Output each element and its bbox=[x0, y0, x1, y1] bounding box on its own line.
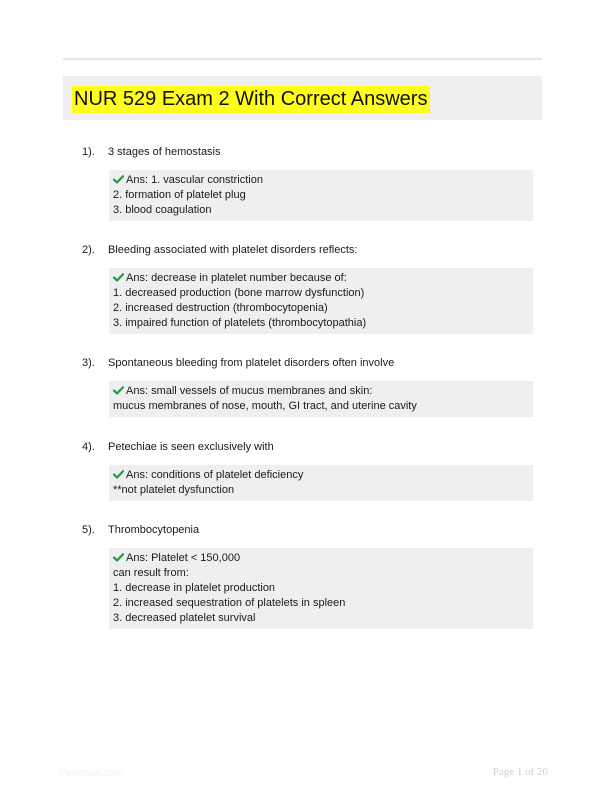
footer-watermark: Papertlite.com bbox=[59, 768, 123, 779]
page-indicator: Page 1 of 20 bbox=[492, 766, 548, 778]
answer-line: 2. increased destruction (thrombocytopenia) bbox=[113, 302, 328, 314]
question-number: 1). bbox=[82, 146, 95, 158]
answer-line bbox=[113, 384, 533, 399]
answer-box bbox=[109, 268, 533, 334]
answer-box bbox=[109, 381, 533, 417]
answer-line bbox=[113, 173, 533, 188]
answer-line: can result from: bbox=[113, 567, 189, 579]
answer-line: 1. decrease in platelet production bbox=[113, 582, 276, 594]
question-text: Bleeding associated with platelet disorders reflects: bbox=[108, 244, 358, 256]
document-title: NUR 529 Exam 2 With Correct Answers bbox=[72, 86, 430, 113]
question-text: 3 stages of hemostasis bbox=[108, 146, 221, 158]
answer-line: 3. impaired function of platelets (thrombocytopathia) bbox=[113, 317, 367, 329]
answer-line bbox=[113, 551, 533, 566]
answer-text: Ans: small vessels of mucus membranes and skin: bbox=[126, 385, 373, 397]
answer-text: Ans: decrease in platelet number because of: bbox=[126, 272, 347, 284]
answer-text: Ans: conditions of platelet deficiency bbox=[126, 469, 304, 481]
answer-line: 1. decreased production (bone marrow dysfunction) bbox=[113, 287, 365, 299]
answer-line: **not platelet dysfunction bbox=[113, 484, 235, 496]
answer-line bbox=[113, 271, 533, 286]
question-text: Spontaneous bleeding from platelet disorders often involve bbox=[108, 357, 395, 369]
checkmark-icon bbox=[113, 386, 124, 395]
checkmark-icon bbox=[113, 470, 124, 479]
answer-line bbox=[113, 468, 533, 483]
checkmark-icon bbox=[113, 273, 124, 282]
title-band bbox=[63, 76, 542, 120]
answer-line: 3. blood coagulation bbox=[113, 204, 212, 216]
question-number: 2). bbox=[82, 244, 95, 256]
answer-line: 3. decreased platelet survival bbox=[113, 612, 256, 624]
question-text: Thrombocytopenia bbox=[108, 524, 200, 536]
question-number: 4). bbox=[82, 441, 95, 453]
header-divider bbox=[63, 58, 542, 60]
answer-box bbox=[109, 465, 533, 501]
checkmark-icon bbox=[113, 175, 124, 184]
checkmark-icon bbox=[113, 553, 124, 562]
question-number: 3). bbox=[82, 357, 95, 369]
question-text: Petechiae is seen exclusively with bbox=[108, 441, 274, 453]
answer-box bbox=[109, 548, 533, 629]
question-number: 5). bbox=[82, 524, 95, 536]
answer-text: Ans: 1. vascular constriction bbox=[126, 174, 263, 186]
answer-line: 2. formation of platelet plug bbox=[113, 189, 246, 201]
answer-line: mucus membranes of nose, mouth, GI tract, and uterine cavity bbox=[113, 400, 417, 412]
answer-box bbox=[109, 170, 533, 221]
answer-line: 2. increased sequestration of platelets in spleen bbox=[113, 597, 346, 609]
answer-text: Ans: Platelet < 150,000 bbox=[126, 552, 241, 564]
